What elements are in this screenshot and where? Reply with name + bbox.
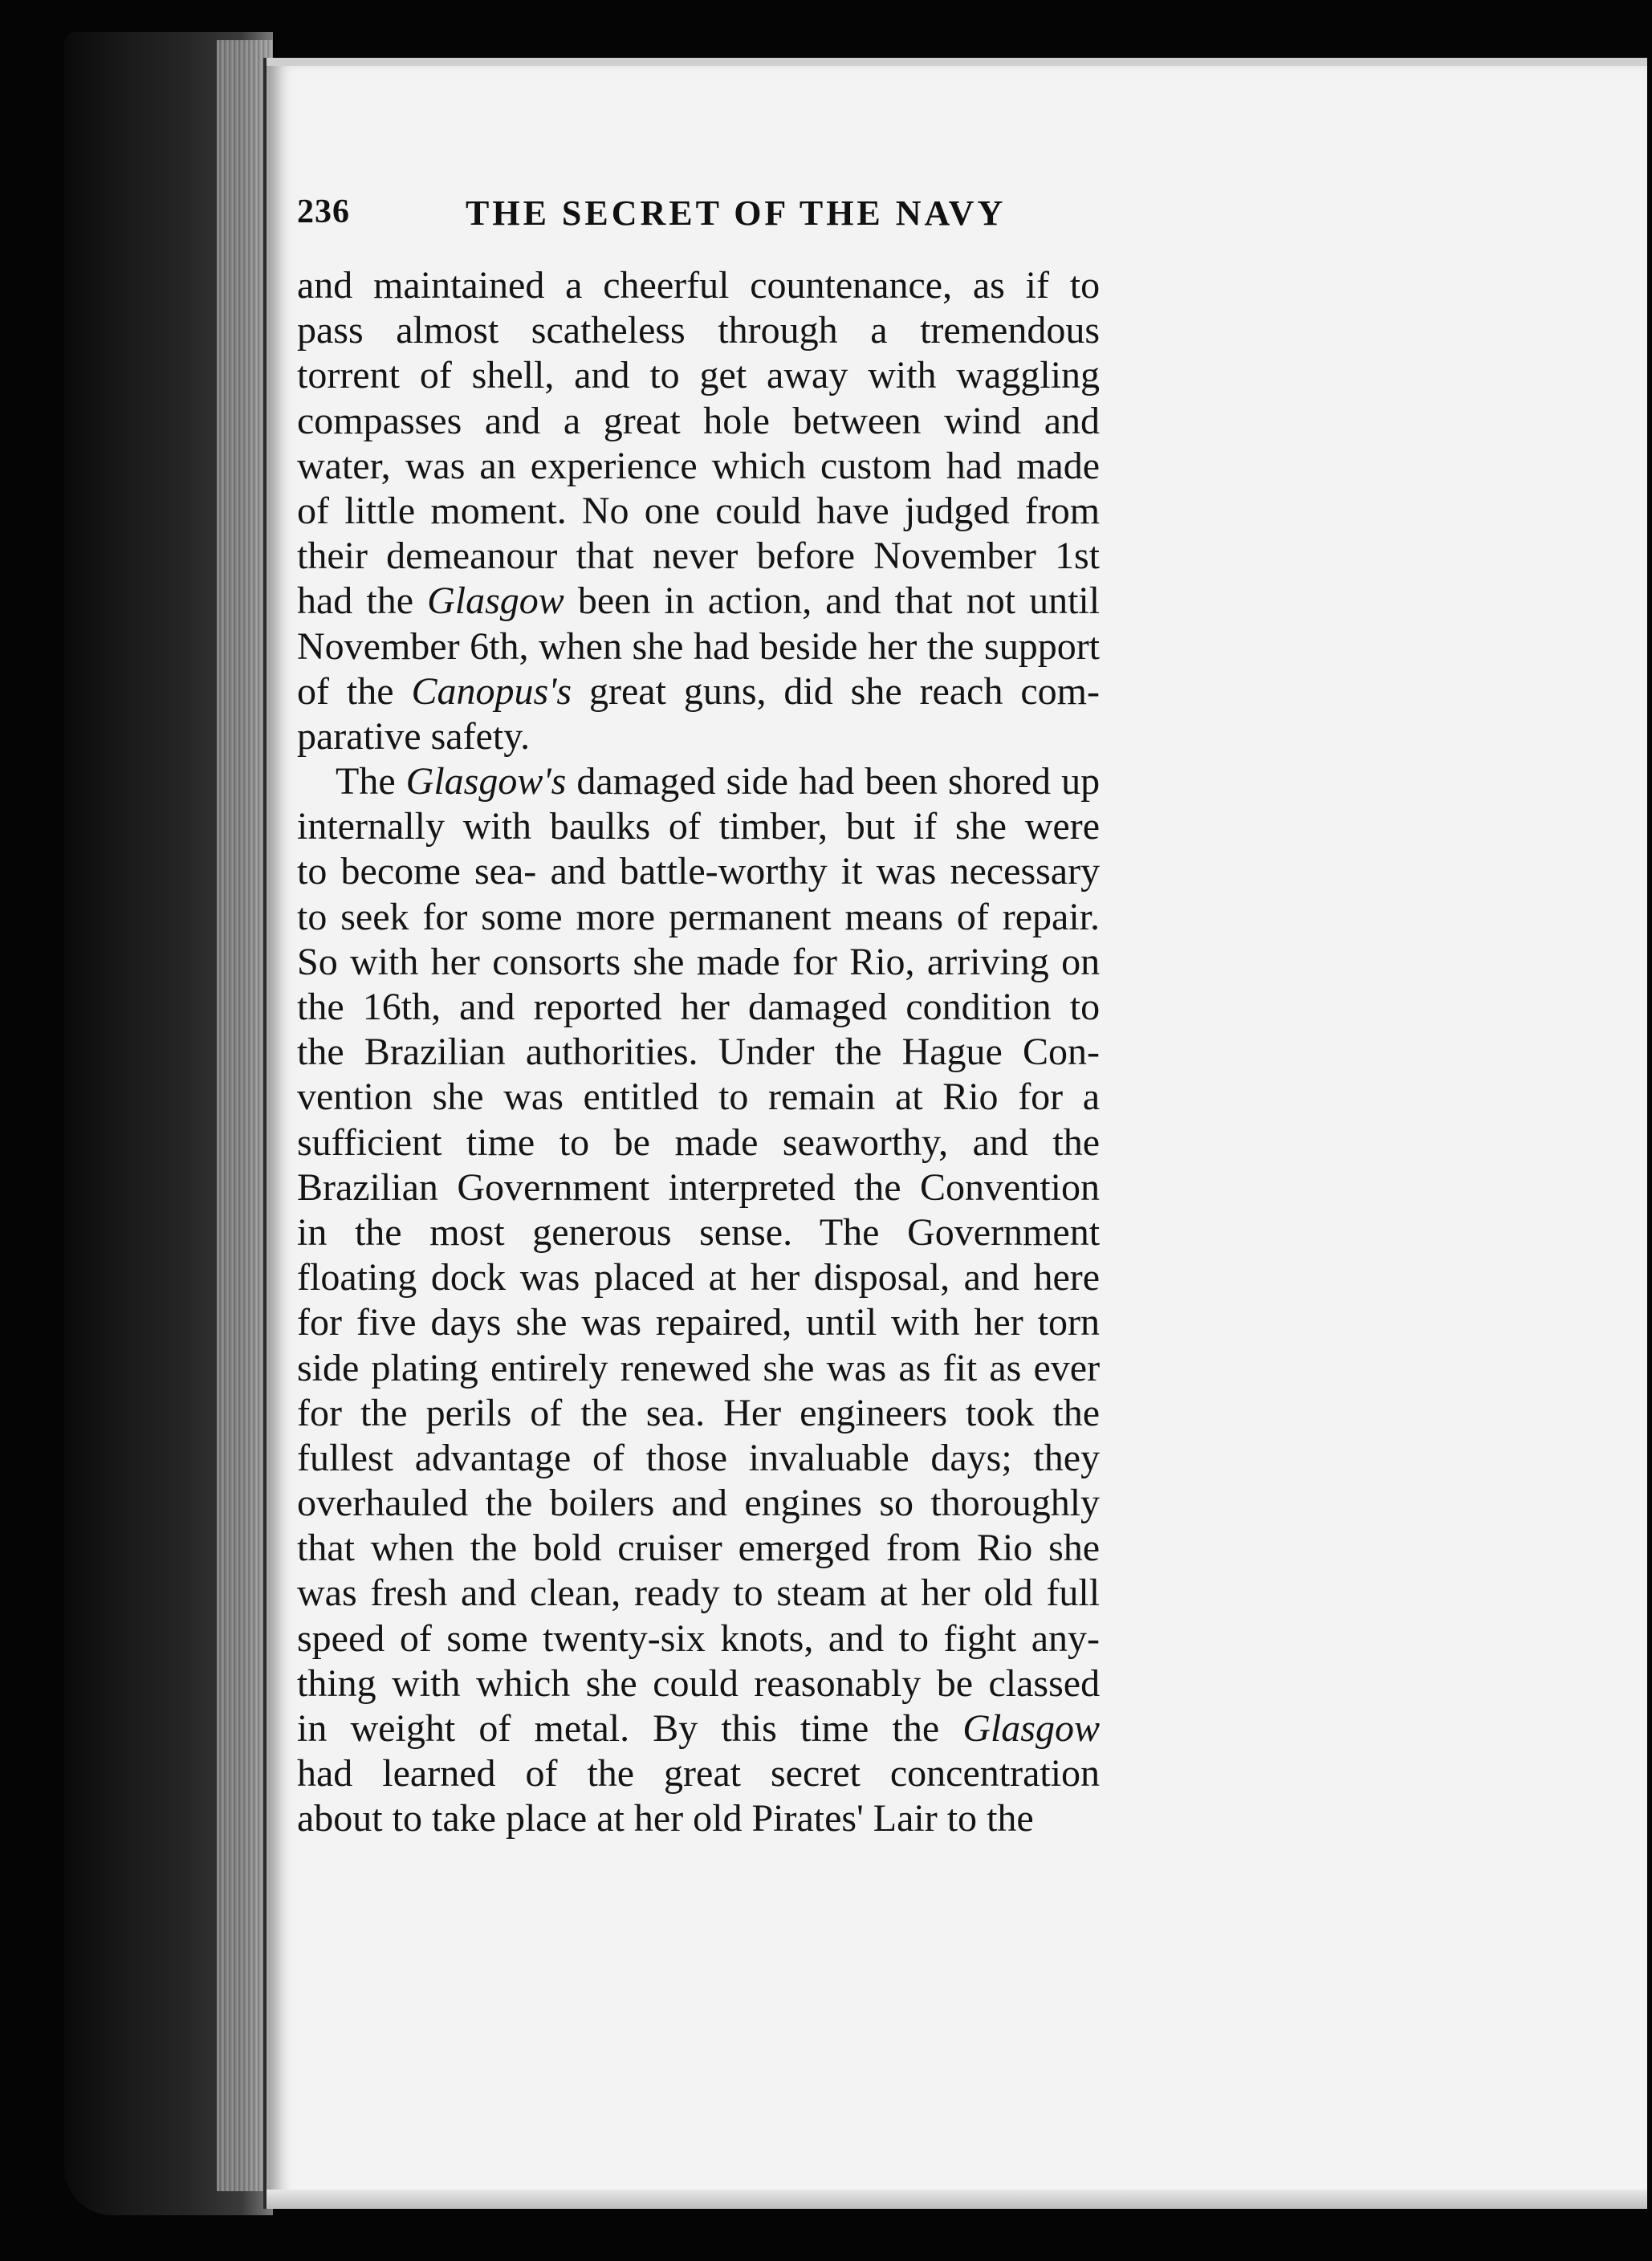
text-line: had learned of the great secret concentration [297, 1752, 1100, 1795]
text-line: vention she was entitled to remain at Rio for a [297, 1076, 1100, 1119]
text-line: side plating entirely renewed she was as fit as ever [297, 1346, 1100, 1389]
text-line: in the most generous sense. The Government [297, 1210, 1100, 1254]
text-line: water, was an experience which custom had made [297, 444, 1100, 487]
text-line: was fresh and clean, ready to steam at her old full [297, 1572, 1100, 1615]
body-text [297, 263, 1100, 1842]
text-line: of the Canopus's great guns, did she reach com- [297, 669, 1100, 713]
text-line: about to take place at her old Pirates' Lair to the [297, 1797, 1034, 1840]
text-line: to seek for some more permanent means of repair. [297, 895, 1100, 938]
text-line: pass almost scatheless through a tremendous [297, 309, 1100, 352]
text-line: of little moment. No one could have judged from [297, 489, 1100, 532]
text-line: parative safety. [297, 714, 531, 758]
text-line: their demeanour that never before November 1st [297, 535, 1100, 578]
text-line: torrent of shell, and to get away with waggling [297, 354, 1100, 397]
text-line: sufficient time to be made seaworthy, and the [297, 1120, 1100, 1164]
text-line: the 16th, and reported her damaged condition to [297, 986, 1100, 1028]
page-top-edge [267, 58, 1647, 66]
text-line: for the perils of the sea. Her engineers took the [297, 1391, 1100, 1434]
text-line: thing with which she could reasonably be classed [297, 1661, 1100, 1705]
text-line: had the Glasgow been in action, and that not until [297, 579, 1100, 623]
text-line: overhauled the boilers and engines so thoroughly [297, 1482, 1100, 1525]
text-line: November 6th, when she had beside her the support [297, 624, 1100, 668]
text-line: Brazilian Government interpreted the Convention [297, 1165, 1100, 1209]
text-line: for five days she was repaired, until with her torn [297, 1301, 1100, 1344]
book-spine-edge [64, 32, 273, 2215]
text-line: fullest advantage of those invaluable days; they [297, 1436, 1100, 1479]
page-number: 236 [297, 193, 350, 230]
text-line: So with her consorts she made for Rio, arriving on [297, 940, 1100, 983]
running-head: THE SECRET OF THE NAVY [466, 193, 1007, 233]
text-line: speed of some twenty-six knots, and to fight any- [297, 1616, 1100, 1660]
text-line: and maintained a cheerful countenance, as if to [297, 264, 1100, 307]
text-line: floating dock was placed at her disposal, and here [297, 1256, 1100, 1299]
paragraph [297, 263, 1100, 759]
text-line: the Brazilian authorities. Under the Hague Con- [297, 1031, 1100, 1074]
page-header [297, 193, 1108, 249]
text-line: compasses and a great hole between wind and [297, 399, 1100, 442]
text-line: that when the bold cruiser emerged from Rio she [297, 1527, 1100, 1570]
text-line: to become sea- and battle-worthy it was necessary [297, 850, 1100, 893]
text-line: The Glasgow's damaged side had been shored up [336, 760, 1100, 803]
paragraph [297, 759, 1100, 1842]
page-bottom-edge [267, 2190, 1647, 2209]
text-line: in weight of metal. By this time the Glasgow [297, 1707, 1100, 1750]
text-line: internally with baulks of timber, but if she were [297, 805, 1100, 848]
